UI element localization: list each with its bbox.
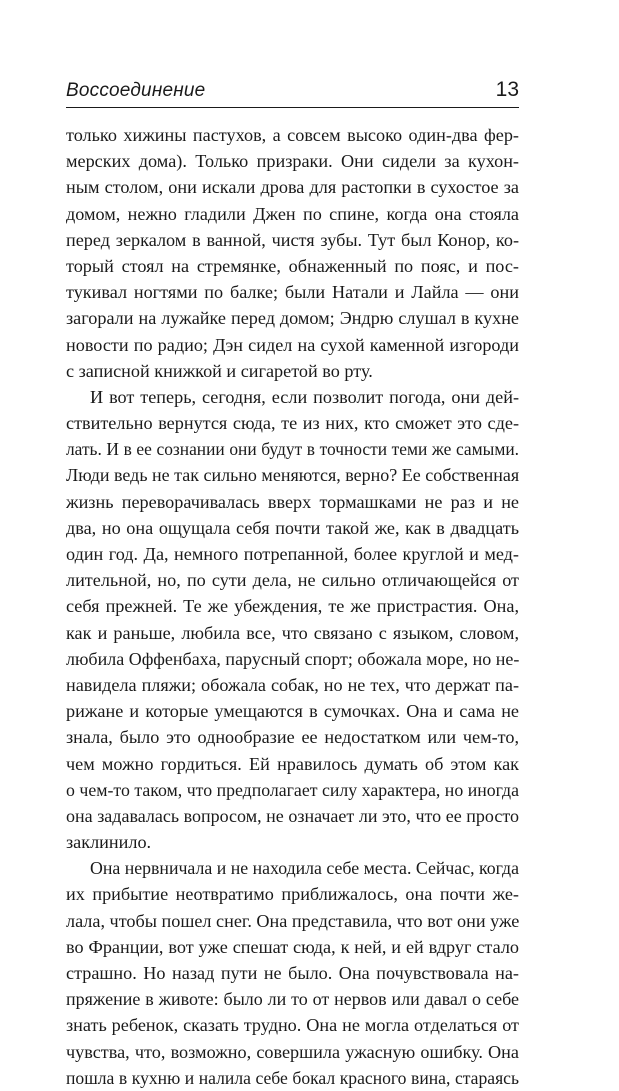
text-line: лать. И в ее сознании они будут в точности теми же самыми. [66,439,519,460]
text-line: И вот теперь, сегодня, если позволит погода, они дей- [90,386,519,407]
text-line: себя прежней. Те же убеждения, те же пристрастия. Она, [66,596,519,617]
header-rule [66,107,519,108]
text-line: Она нервничала и не находила себе места. Сейчас, когда [90,858,519,879]
text-line: страшно. Но назад пути не было. Она почувствовала на- [66,963,519,983]
paragraph [66,122,519,384]
text-line: ствительно вернутся сюда, те из них, кто сможет это сде- [66,413,519,434]
text-line: два, но она ощущала себя почти такой же, как в двадцать [66,517,519,538]
paragraph [66,384,519,855]
text-line: ным столом, они искали дрова для растопки в сухостое за [66,177,519,198]
text-line: лала, чтобы пошел снег. Она представила, что вот они уже [66,910,520,931]
text-line: знала, было это однообразие ее недостатком или чем-то, [66,727,519,748]
text-line: пошла в кухню и налила себе бокал красного вина, стараясь [66,1067,519,1088]
text-line: перед зеркалом в ванной, чистя зубы. Тут был Конор, ко- [66,229,519,250]
paragraph [66,855,519,1091]
text-line: мерских дома). Только призраки. Они сидели за кухон- [66,151,519,172]
text-line: рижане и которые умещаются в сумочках. Она и сама не [66,701,519,722]
text-line: как и раньше, любила все, что связано с языком, словом, [66,622,519,643]
text-line: чувства, что, возможно, совершила ужасную ошибку. Она [66,1041,519,1062]
text-line: жизнь переворачивалась вверх тормашками не раз и не [66,491,519,512]
text-line: лительной, но, по сути дела, не сильно отличающейся от [66,570,519,591]
text-line: пряжение в животе: было ли то от нервов или давал о себе [66,989,519,1010]
text-line: их прибытие неотвратимо приближалось, она почти же- [66,884,519,905]
text-line: тукивал ногтями по балке; были Натали и Лайла — они [66,282,519,303]
text-line: с записной книжкой и сигаретой во рту. [66,360,373,381]
text-line: во Франции, вот уже спешат сюда, к ней, и ей вдруг стало [66,936,519,957]
text-line: загорали на лужайке перед домом; Эндрю слушал в кухне [66,308,519,329]
text-line: торый стоял на стремянке, обнаженный по пояс, и пос- [66,255,519,276]
text-line: заклинило. [66,832,152,853]
page-number: 13 [495,78,519,101]
text-line: чем можно гордиться. Ей нравилось думать об этом как [66,753,519,774]
text-line: она задавалась вопросом, не означает ли это, что ее просто [66,805,519,826]
text-line: знать ребенок, сказать трудно. Она не могла отделаться от [66,1015,519,1036]
text-line: навидела пляжи; обожала собак, но не тех, что держат па- [66,674,519,695]
text-line: домом, нежно гладили Джен по спине, когда она стояла [66,203,519,224]
body-text [66,122,519,1091]
text-line: о чем-то таком, что предполагает силу характера, но иногда [66,779,519,800]
text-line: один год. Да, немного потрепанной, более круглой и мед- [66,544,519,564]
text-line: только хижины пастухов, а совсем высоко один-два фер- [66,125,519,145]
text-line: новости по радио; Дэн сидел на сухой каменной изгороди [66,334,519,355]
text-line: Люди ведь не так сильно меняются, верно? Ее собственная [66,465,520,486]
text-line: любила Оффенбаха, парусный спорт; обожала море, но не- [66,648,520,669]
running-title: Воссоединение [66,80,206,101]
running-header [66,76,519,106]
